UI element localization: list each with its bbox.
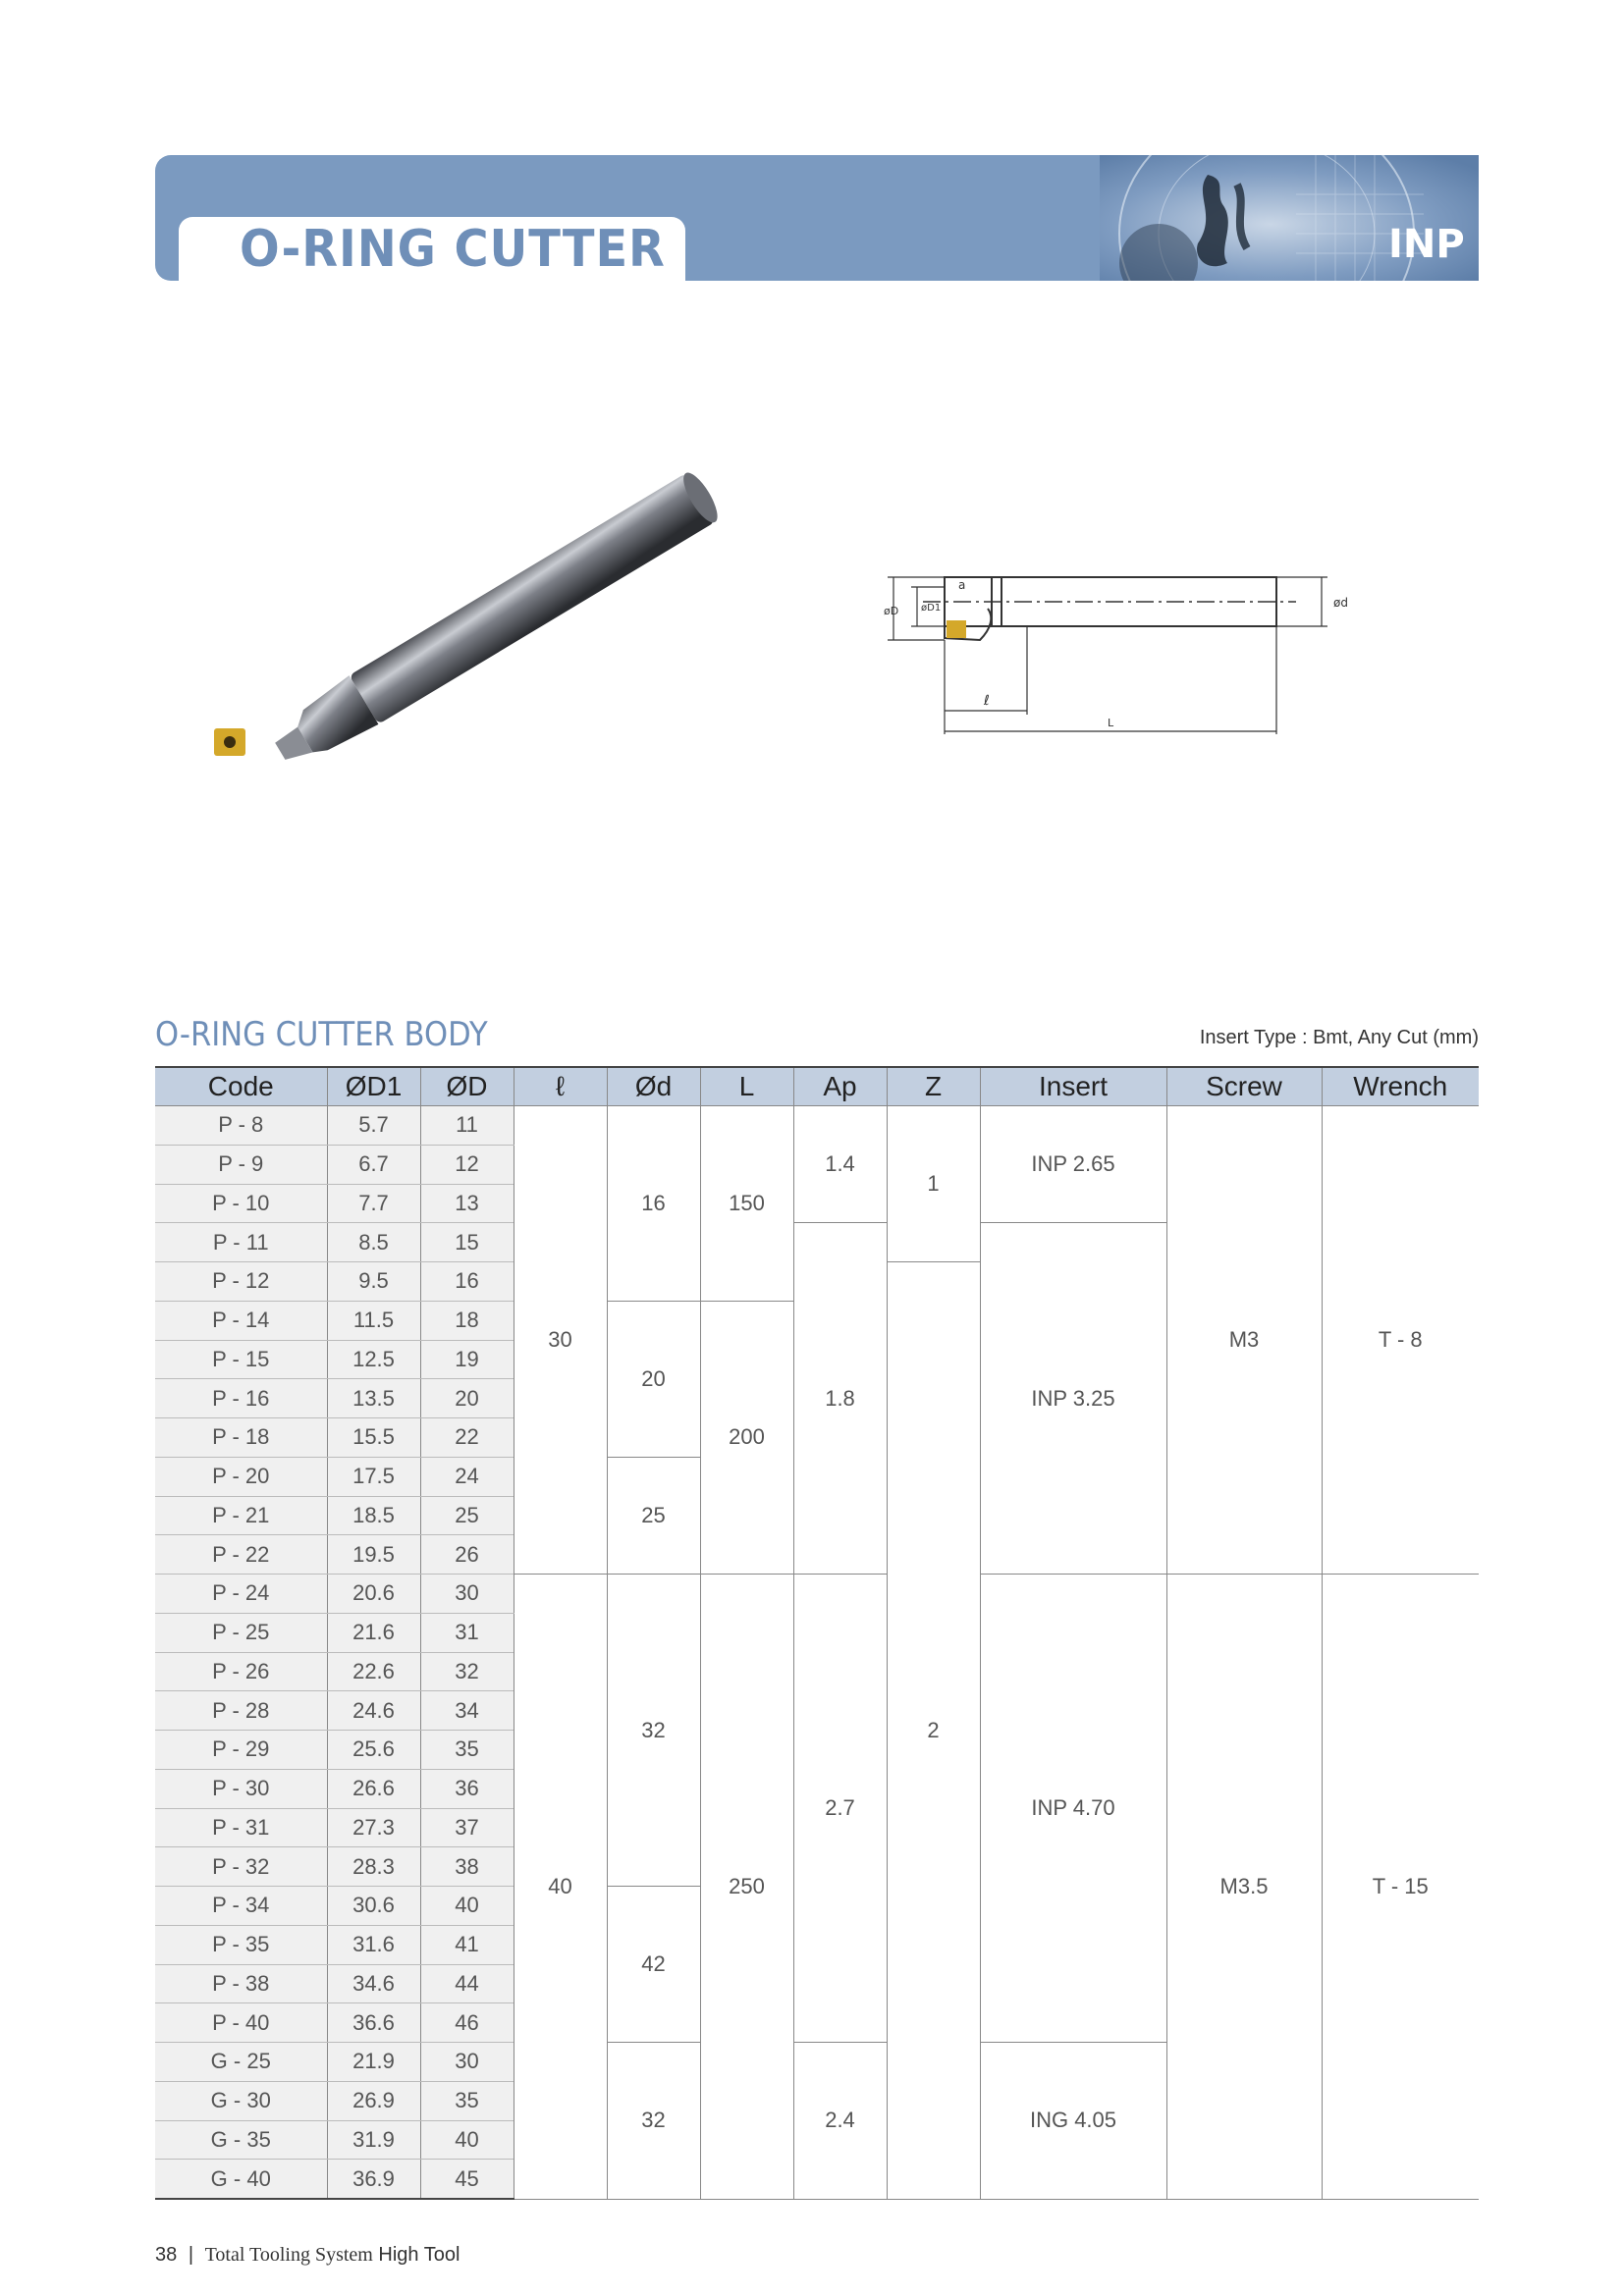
od-cell: 19 (420, 1340, 514, 1379)
od-cell: 30 (420, 1575, 514, 1614)
code-cell: P - 30 (155, 1769, 327, 1808)
shank-d-cell: 25 (607, 1457, 700, 1574)
col-header: Ød (607, 1067, 700, 1106)
od-cell: 31 (420, 1613, 514, 1652)
code-cell: P - 26 (155, 1652, 327, 1691)
a-label: a (958, 578, 966, 592)
od-cell: 13 (420, 1184, 514, 1223)
page-footer (155, 2244, 460, 2267)
d1-cell: 6.7 (327, 1145, 420, 1184)
d1-cell: 11.5 (327, 1301, 420, 1340)
od-cell: 32 (420, 1652, 514, 1691)
d1-cell: 25.6 (327, 1731, 420, 1770)
od-cell: 24 (420, 1457, 514, 1496)
d1-cell: 20.6 (327, 1575, 420, 1614)
d1-cell: 9.5 (327, 1262, 420, 1302)
col-header: Z (887, 1067, 980, 1106)
insert-cell: ING 4.05 (980, 2043, 1166, 2200)
table-row (155, 1106, 1479, 1146)
code-cell: P - 32 (155, 1847, 327, 1887)
col-header: L (700, 1067, 793, 1106)
d1-cell: 8.5 (327, 1223, 420, 1262)
od-cell: 46 (420, 2003, 514, 2043)
product-code: INP (1388, 222, 1465, 267)
code-cell: P - 34 (155, 1887, 327, 1926)
z-cell: 2 (887, 1262, 980, 2200)
d1-cell: 18.5 (327, 1496, 420, 1535)
od-cell: 30 (420, 2043, 514, 2082)
code-cell: P - 10 (155, 1184, 327, 1223)
code-cell: P - 14 (155, 1301, 327, 1340)
od-cell: 36 (420, 1769, 514, 1808)
d1-cell: 31.9 (327, 2120, 420, 2160)
screw-cell: M3 (1166, 1106, 1322, 1575)
code-cell: P - 15 (155, 1340, 327, 1379)
code-cell: P - 16 (155, 1379, 327, 1418)
code-cell: P - 9 (155, 1145, 327, 1184)
od-cell: 26 (420, 1535, 514, 1575)
shank-d-cell: 32 (607, 2043, 700, 2200)
d1-cell: 19.5 (327, 1535, 420, 1575)
d1-cell: 34.6 (327, 1964, 420, 2003)
od1-label: øD1 (921, 603, 942, 614)
code-cell: P - 11 (155, 1223, 327, 1262)
d1-cell: 31.6 (327, 1925, 420, 1964)
footer-brand-text: Total Tooling System (204, 2244, 373, 2266)
od-cell: 37 (420, 1808, 514, 1847)
code-cell: G - 35 (155, 2120, 327, 2160)
ap-cell: 2.4 (793, 2043, 887, 2200)
wrench-cell: T - 15 (1322, 1575, 1479, 2200)
shank-d-cell: 16 (607, 1106, 700, 1302)
code-cell: P - 35 (155, 1925, 327, 1964)
col-header: Screw (1166, 1067, 1322, 1106)
footer-separator: | (188, 2244, 194, 2266)
col-header: ØD (420, 1067, 514, 1106)
l-cell: 40 (514, 1575, 607, 2200)
d1-cell: 7.7 (327, 1184, 420, 1223)
code-cell: P - 28 (155, 1691, 327, 1731)
od-cell: 41 (420, 1925, 514, 1964)
d1-cell: 5.7 (327, 1106, 420, 1146)
code-cell: G - 25 (155, 2043, 327, 2082)
shank-d-cell: 20 (607, 1301, 700, 1457)
d1-cell: 26.6 (327, 1769, 420, 1808)
col-header: Ap (793, 1067, 887, 1106)
d1-cell: 28.3 (327, 1847, 420, 1887)
od-cell: 12 (420, 1145, 514, 1184)
code-cell: P - 29 (155, 1731, 327, 1770)
code-cell: P - 21 (155, 1496, 327, 1535)
d1-cell: 21.6 (327, 1613, 420, 1652)
length-cell: 200 (700, 1301, 793, 1574)
od-cell: 35 (420, 2081, 514, 2120)
shank-d-cell: 32 (607, 1575, 700, 1887)
d1-cell: 13.5 (327, 1379, 420, 1418)
col-header: ℓ (514, 1067, 607, 1106)
code-cell: P - 24 (155, 1575, 327, 1614)
od-cell: 22 (420, 1418, 514, 1458)
table-row (155, 1575, 1479, 1614)
l-big-label: L (1108, 717, 1114, 729)
od-cell: 38 (420, 1847, 514, 1887)
footer-brand-name: High Tool (378, 2244, 460, 2266)
ap-cell: 1.8 (793, 1223, 887, 1575)
d-label: ød (1333, 596, 1348, 610)
d1-cell: 30.6 (327, 1887, 420, 1926)
d1-cell: 24.6 (327, 1691, 420, 1731)
d1-cell: 21.9 (327, 2043, 420, 2082)
code-cell: P - 8 (155, 1106, 327, 1146)
od-cell: 25 (420, 1496, 514, 1535)
code-cell: G - 30 (155, 2081, 327, 2120)
od-cell: 15 (420, 1223, 514, 1262)
od-cell: 34 (420, 1691, 514, 1731)
code-cell: P - 31 (155, 1808, 327, 1847)
code-cell: P - 18 (155, 1418, 327, 1458)
od-cell: 35 (420, 1731, 514, 1770)
col-header: Wrench (1322, 1067, 1479, 1106)
d1-cell: 26.9 (327, 2081, 420, 2120)
insert-tip (214, 728, 245, 756)
od-cell: 44 (420, 1964, 514, 2003)
insert-cell: INP 2.65 (980, 1106, 1166, 1223)
d1-cell: 17.5 (327, 1457, 420, 1496)
technical-drawing (864, 560, 1453, 756)
code-cell: G - 40 (155, 2160, 327, 2199)
od-cell: 45 (420, 2160, 514, 2199)
od-cell: 40 (420, 2120, 514, 2160)
od-cell: 18 (420, 1301, 514, 1340)
col-header: ØD1 (327, 1067, 420, 1106)
l-small-label: ℓ (984, 693, 990, 709)
d1-cell: 36.6 (327, 2003, 420, 2043)
insert-cell: INP 3.25 (980, 1223, 1166, 1575)
code-cell: P - 12 (155, 1262, 327, 1302)
code-cell: P - 38 (155, 1964, 327, 2003)
ap-cell: 2.7 (793, 1575, 887, 2043)
length-cell: 150 (700, 1106, 793, 1302)
spec-table (155, 1066, 1479, 2200)
ap-cell: 1.4 (793, 1106, 887, 1223)
od-cell: 16 (420, 1262, 514, 1302)
col-header: Code (155, 1067, 327, 1106)
shank-d-cell: 42 (607, 1887, 700, 2043)
d1-cell: 36.9 (327, 2160, 420, 2199)
code-cell: P - 40 (155, 2003, 327, 2043)
screw-cell: M3.5 (1166, 1575, 1322, 2200)
z-cell: 1 (887, 1106, 980, 1262)
col-header: Insert (980, 1067, 1166, 1106)
d1-cell: 15.5 (327, 1418, 420, 1458)
table-header-row (155, 1067, 1479, 1106)
wrench-cell: T - 8 (1322, 1106, 1479, 1575)
tool-photo (196, 471, 766, 785)
od-cell: 11 (420, 1106, 514, 1146)
insert-type-note: Insert Type : Bmt, Any Cut (mm) (1199, 1027, 1479, 1048)
insert-cell: INP 4.70 (980, 1575, 1166, 2043)
page-title: O-RING CUTTER (240, 220, 666, 279)
d1-cell: 27.3 (327, 1808, 420, 1847)
section-title: O-RING CUTTER BODY (155, 1015, 488, 1054)
code-cell: P - 20 (155, 1457, 327, 1496)
code-cell: P - 22 (155, 1535, 327, 1575)
d1-cell: 22.6 (327, 1652, 420, 1691)
od-cell: 20 (420, 1379, 514, 1418)
od-label: øD (884, 605, 899, 617)
od-cell: 40 (420, 1887, 514, 1926)
d1-cell: 12.5 (327, 1340, 420, 1379)
code-cell: P - 25 (155, 1613, 327, 1652)
length-cell: 250 (700, 1575, 793, 2200)
page-number: 38 (155, 2244, 178, 2266)
l-cell: 30 (514, 1106, 607, 1575)
